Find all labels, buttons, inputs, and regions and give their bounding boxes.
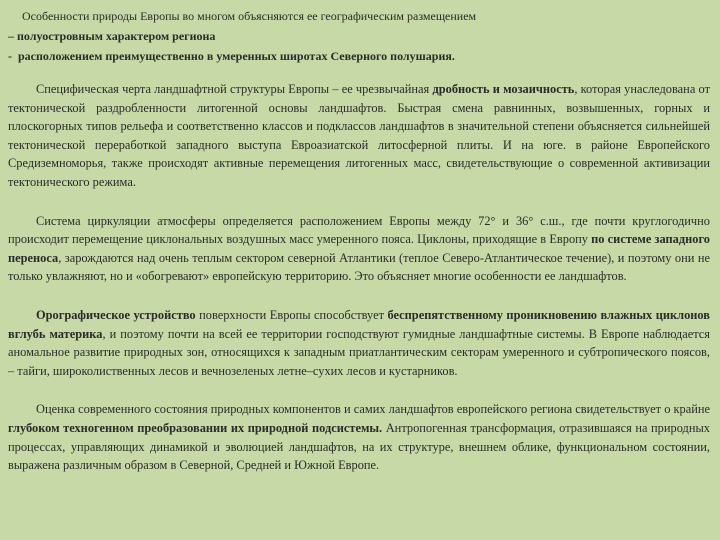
- paragraph-assessment: [8, 400, 710, 474]
- paragraph-orography: [8, 306, 710, 380]
- p1-text-a: Специфическая черта ландшафтной структуры Европы – ее чрезвычайная: [36, 82, 433, 96]
- intro-block: [8, 6, 710, 66]
- p1-emphasis: дробность и мозаичность: [432, 82, 575, 96]
- p4-emphasis: глубоком техногенном преобразовании их природной подсистемы.: [8, 420, 383, 435]
- p3-emphasis-1: Орографическое устройство: [36, 307, 196, 322]
- paragraph-structure: [8, 80, 710, 192]
- p3-text-d: , и поэтому почти на всей ее территории господствуют гумидные ландшафтные системы. В Европе наблюдается аномальное развитие природных зон, относящихся к западным приатлантическим секторам умеренного и субтропического поясов, – тайги, широколиственных лесов и вечнозеленых летне–сухих лесов и кустарников.: [8, 326, 710, 378]
- intro-line-1: Особенности природы Европы во многом объясняются ее географическим размещением: [22, 9, 477, 23]
- p2-emphasis: по системе западного переноса: [8, 232, 710, 265]
- p3-emphasis-2: беспрепятственному проникновению влажных циклонов вглубь материка: [8, 307, 710, 341]
- list-marker: -: [8, 49, 12, 63]
- p3-text-b: поверхности Европы способствует: [195, 307, 388, 322]
- paragraph-atmosphere: [8, 212, 710, 286]
- p2-text-a: Система циркуляции атмосферы определяется расположением Европы между 72° и 36° с.ш., где почти круглогодично происходит перемещение циклональных воздушных масс умеренного пояса. Циклоны, приходящие в Европу: [8, 213, 710, 247]
- intro-line-3-text: расположением преимущественно в умеренных широтах Северного полушария.: [18, 49, 455, 63]
- intro-line-3: [8, 46, 710, 66]
- p4-text-c: Антропогенная трансформация, отразившаяся на природных процессах, управляющих динамикой и эволюцией ландшафтов, на их структуре, внешнем облике, функциональном состоянии, выражена различным образом в Северной, Средней и Южной Европе.: [8, 420, 710, 473]
- intro-line-2: – полуостровным характером региона: [8, 29, 216, 43]
- p2-text-c: , зарождаются над очень теплым сектором северной Атлантики (теплое Северо-Атлантическое течение), и поэтому они не только увлажняют, но и «обогревают» европейскую территорию. Это объясняет многие особенности ее ландшафтов.: [8, 250, 710, 284]
- p4-text-a: Оценка современного состояния природных компонентов и самих ландшафтов европейского региона свидетельствует о крайне: [36, 402, 710, 417]
- p1-text-c: , которая унаследована от тектонической раздробленности литогенной основы ландшафтов. Быстрая смена равнинных, возвышенных, горных и плоскогорных типов рельефа и соответственно классов и подклассов ландшафтов в значительной степени объясняется сильнейшей тектонической переработкой западного выступа Евроазиатской литосферной плиты. И на юге. в районе Европейского Средиземноморья, также происходят активные перемещения литогенных масс, свидетельствующие о современной активизации тектонического режима.: [8, 82, 710, 189]
